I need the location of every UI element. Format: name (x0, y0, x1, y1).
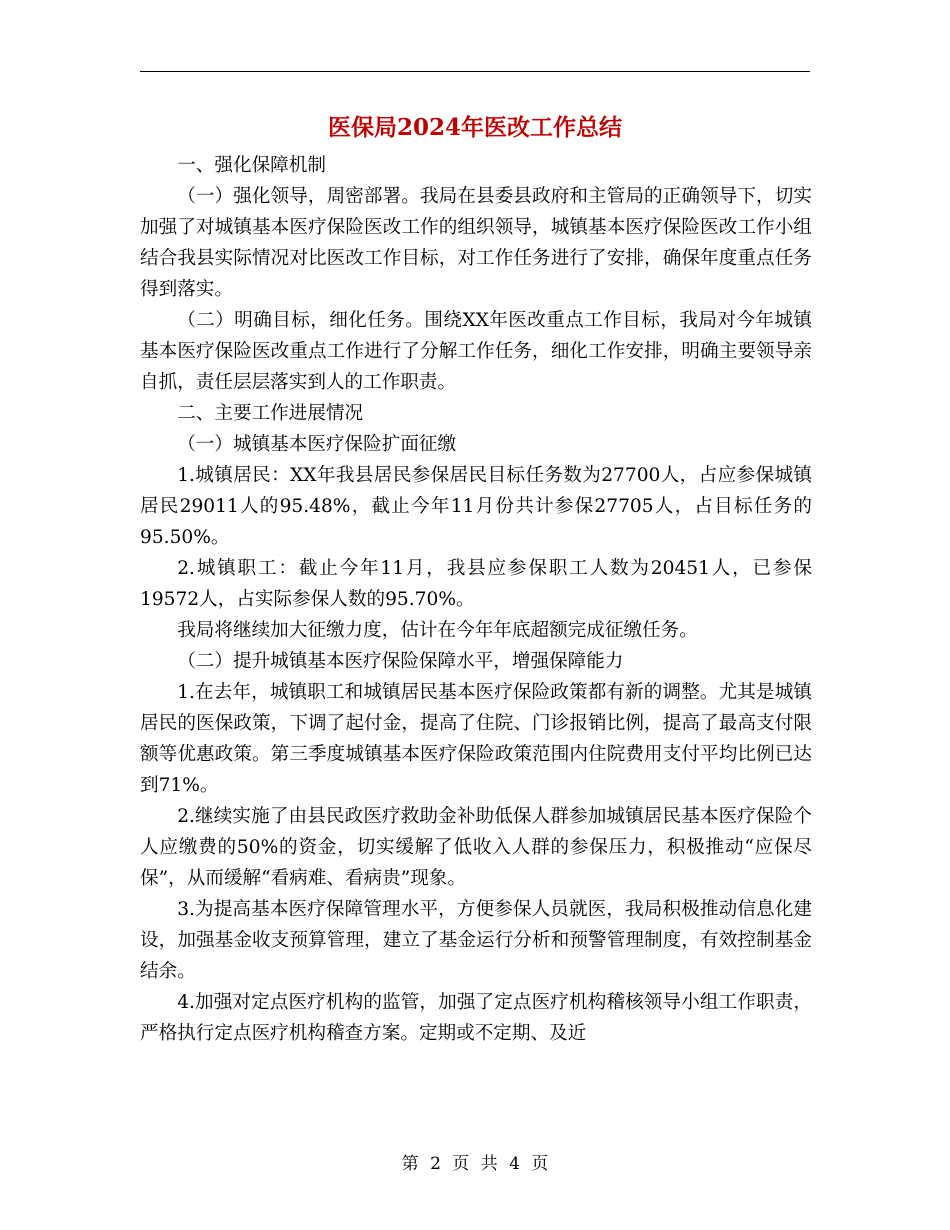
footer-label-unit2: 页 (531, 1154, 549, 1174)
footer-label-page: 第 (401, 1154, 419, 1174)
page-footer (0, 1152, 950, 1176)
header-rule (140, 71, 810, 72)
paragraph: 3.为提高基本医疗保障管理水平，方便参保人员就医，我局积极推动信息化建设，加强基金收支预算管理，建立了基金运行分析和预警管理制度，有效控制基金结余。 (140, 899, 812, 982)
section-heading: 一、强化保障机制 (177, 155, 326, 176)
paragraph: 我局将继续加大征缴力度，估计在今年年底超额完成征缴任务。 (177, 620, 698, 641)
subsection-heading: （二）提升城镇基本医疗保险保障水平，增强保障能力 (177, 651, 624, 672)
current-page-number: 2 (430, 1154, 441, 1174)
subsection-heading: （一）城镇基本医疗保险扩面征缴 (177, 434, 457, 455)
paragraph: 2.城镇职工：截止今年11月，我县应参保职工人数为20451人，已参保19572人，占实际参保人数的95.70%。 (140, 558, 812, 610)
section-heading: 二、主要工作进展情况 (177, 403, 364, 424)
document-title: 医保局2024年医改工作总结 (327, 114, 622, 141)
total-page-count: 4 (509, 1154, 520, 1174)
paragraph: 1.城镇居民：XX年我县居民参保居民目标任务数为27700人，占应参保城镇居民29011人的95.48%，截止今年11月份共计参保27705人，占目标任务的95.50%。 (140, 465, 812, 548)
footer-label-unit: 页 (452, 1154, 470, 1174)
paragraph: （二）明确目标，细化任务。围绕XX年医改重点工作目标，我局对今年城镇基本医疗保险医改重点工作进行了分解工作任务，细化工作安排，明确主要领导亲自抓，责任层层落实到人的工作职责。 (140, 310, 812, 393)
paragraph: 2.继续实施了由县民政医疗救助金补助低保人群参加城镇居民基本医疗保险个人应缴费的50%的资金，切实缓解了低收入人群的参保压力，积极推动“应保尽保”，从而缓解“看病难、看病贵”现象。 (140, 806, 812, 889)
footer-label-total: 共 (480, 1154, 498, 1174)
paragraph: 4.加强对定点医疗机构的监管，加强了定点医疗机构稽核领导小组工作职责，严格执行定点医疗机构稽查方案。定期或不定期、及近 (140, 992, 812, 1044)
paragraph: 1.在去年，城镇职工和城镇居民基本医疗保险政策都有新的调整。尤其是城镇居民的医保政策，下调了起付金，提高了住院、门诊报销比例，提高了最高支付限额等优惠政策。第三季度城镇基本医疗保险政策范围内住院费用支付平均比例已达到71%。 (140, 682, 812, 796)
document-body (140, 150, 812, 1049)
paragraph: （一）强化领导，周密部署。我局在县委县政府和主管局的正确领导下，切实加强了对城镇基本医疗保险医改工作的组织领导，城镇基本医疗保险医改工作小组结合我县实际情况对比医改工作目标，对工作任务进行了安排，确保年度重点任务得到落实。 (140, 186, 812, 300)
